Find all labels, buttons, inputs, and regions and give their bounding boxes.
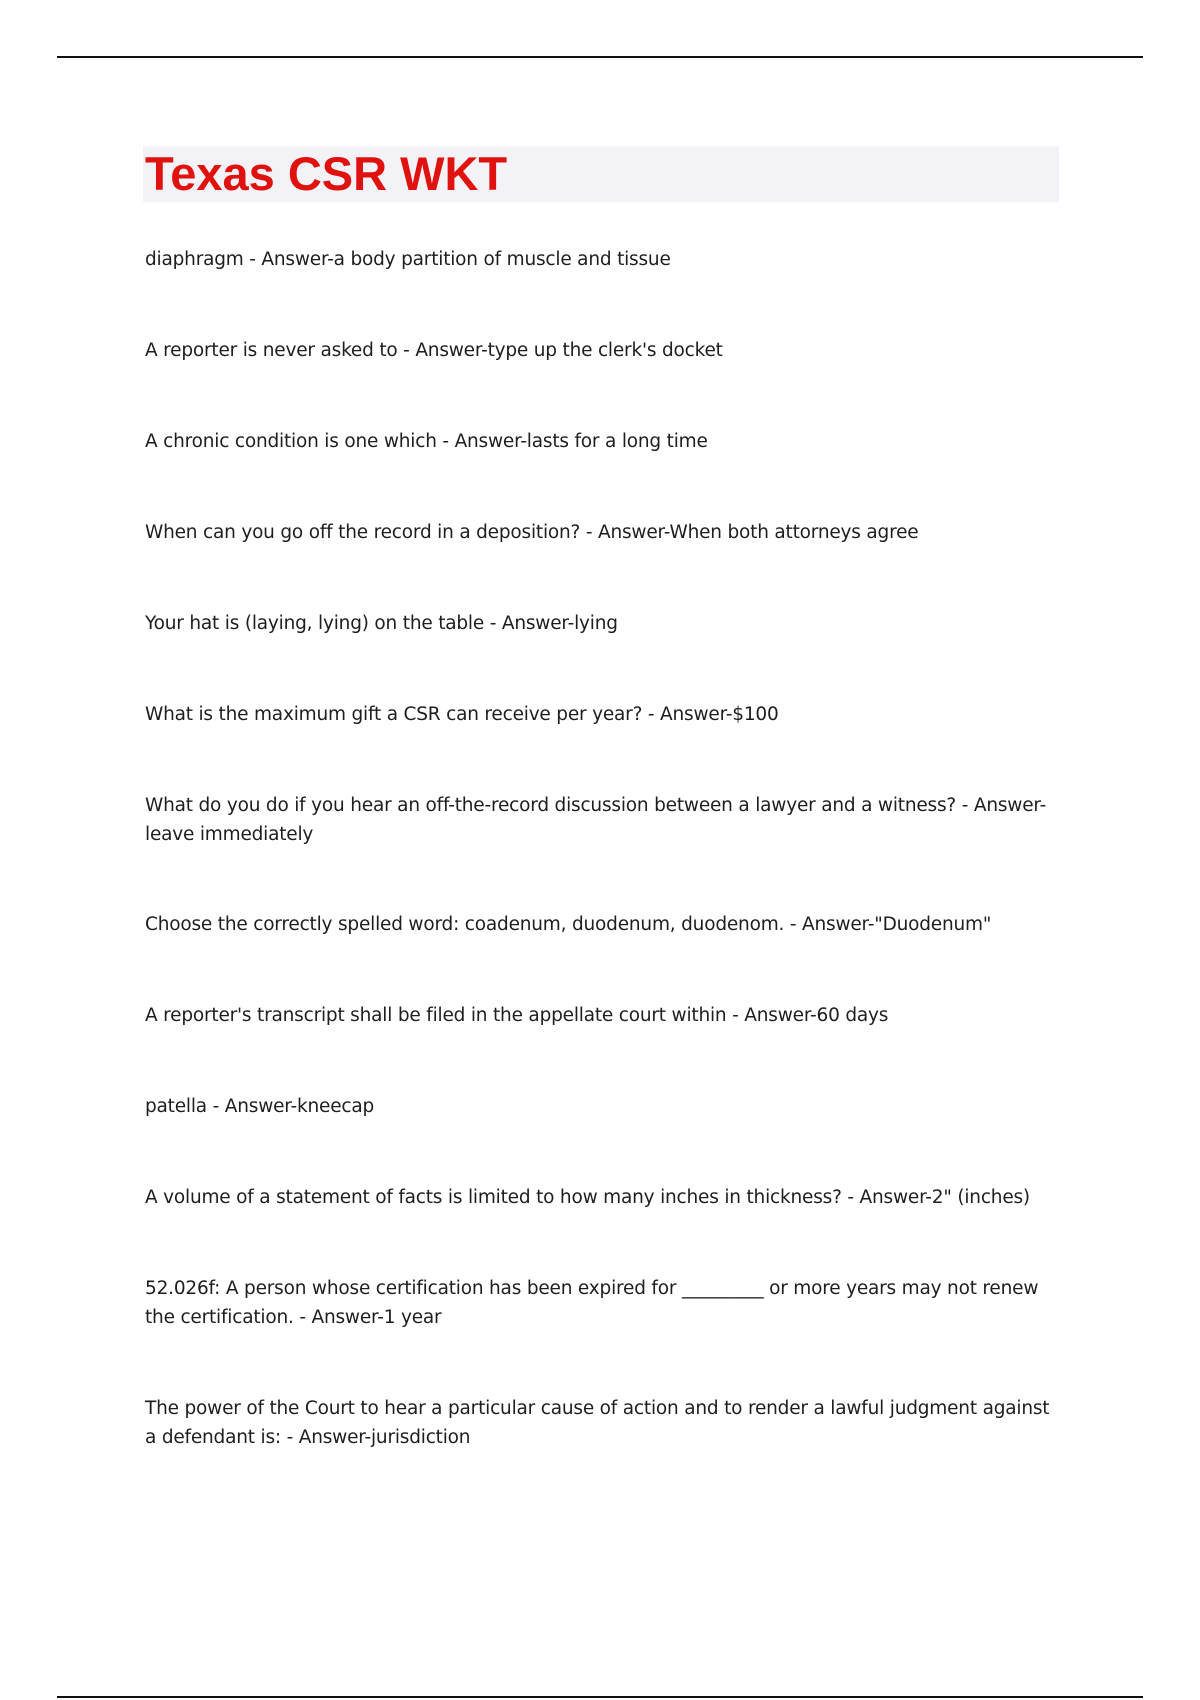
qa-item: The power of the Court to hear a particular cause of action and to render a lawful judgment against a defendant is: - Answer-jurisdiction bbox=[145, 1398, 1050, 1448]
qa-item: Your hat is (laying, lying) on the table - Answer-lying bbox=[145, 613, 618, 634]
bottom-divider bbox=[57, 1696, 1143, 1698]
qa-item: A volume of a statement of facts is limited to how many inches in thickness? - Answer-2" (inches) bbox=[145, 1187, 1030, 1208]
qa-item: What do you do if you hear an off-the-record discussion between a lawyer and a witness? - Answer-leave immediately bbox=[145, 795, 1047, 845]
qa-item: A chronic condition is one which - Answer-lasts for a long time bbox=[145, 431, 708, 452]
qa-item: 52.026f: A person whose certification has been expired for _________ or more years may not renew the certification. - Answer-1 year bbox=[145, 1278, 1039, 1328]
document-title: Texas CSR WKT bbox=[145, 147, 508, 200]
qa-item: A reporter's transcript shall be filed in the appellate court within - Answer-60 days bbox=[145, 1005, 889, 1026]
qa-item: A reporter is never asked to - Answer-type up the clerk's docket bbox=[145, 340, 723, 361]
qa-item: When can you go off the record in a deposition? - Answer-When both attorneys agree bbox=[145, 522, 919, 543]
qa-item: What is the maximum gift a CSR can receive per year? - Answer-$100 bbox=[145, 704, 779, 725]
qa-item: patella - Answer-kneecap bbox=[145, 1096, 375, 1117]
qa-item: Choose the correctly spelled word: coadenum, duodenum, duodenom. - Answer-"Duodenum" bbox=[145, 914, 992, 935]
top-divider bbox=[57, 56, 1143, 58]
qa-item: diaphragm - Answer-a body partition of muscle and tissue bbox=[145, 249, 671, 270]
